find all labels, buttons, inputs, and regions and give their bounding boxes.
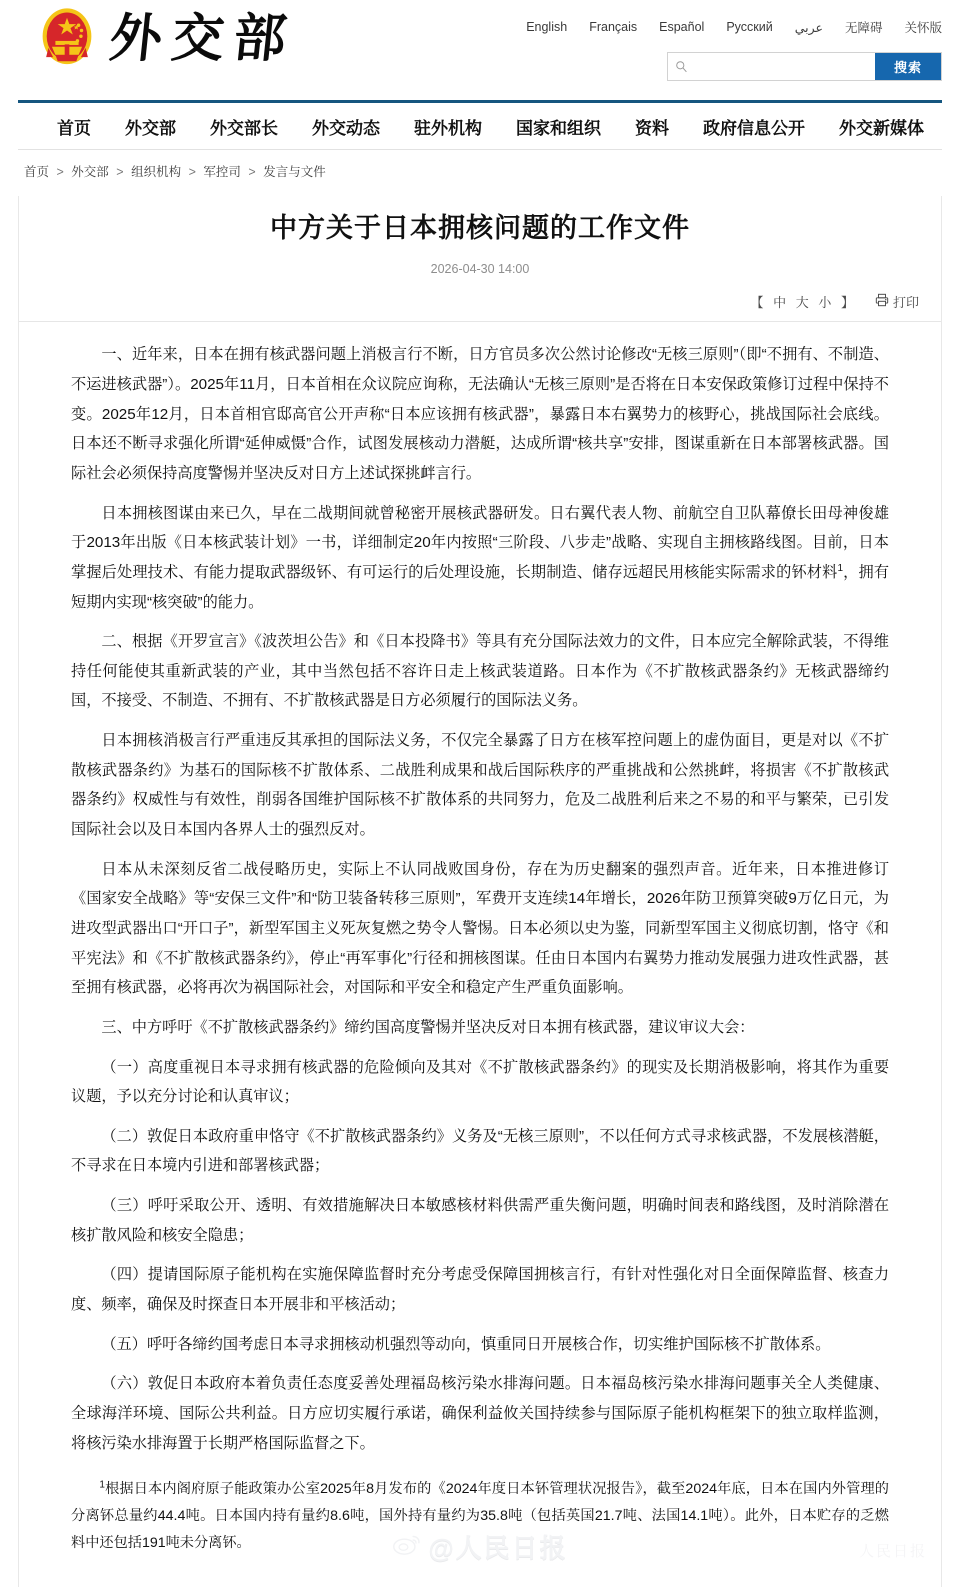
breadcrumb-separator: >	[188, 165, 196, 179]
printer-icon	[875, 293, 889, 310]
article-container	[18, 196, 942, 1587]
nav-item-countries[interactable]: 国家和组织	[516, 118, 601, 138]
article-paragraph: 日本拥核消极言行严重违反其承担的国际法义务，不仅完全暴露了日方在核军控问题上的虚伪面目，更是对以《不扩散核武器条约》为基石的国际核不扩散体系、二战胜利成果和战后国际秩序的严重挑战和公然挑衅，将损害《不扩散核武器条约》权威性与有效性，削弱各国维护国际核不扩散体系的共同努力，危及二战胜利后来之不易的和平与繁荣，已引发国际社会以及日本国内各界人士的强烈反对。	[71, 732, 889, 839]
nav-item-minister[interactable]: 外交部长	[210, 118, 278, 138]
print-button[interactable]	[875, 292, 919, 311]
lang-link-arabic[interactable]: عربي	[794, 20, 823, 35]
article-footnote	[71, 1476, 889, 1557]
article-list-item-3: （三）呼吁采取公开、透明、有效措施解决日本敏感核材料供需严重失衡问题，明确时间表和路线图，及时消除潜在核扩散风险和核安全隐患；	[71, 1197, 889, 1244]
article-list-item-2: （二）敦促日本政府重申恪守《不扩散核武器条约》义务及“无核三原则”，不以任何方式寻求核武器，不发展核潜艇，不寻求在日本境内引进和部署核武器；	[71, 1127, 889, 1175]
article-list-item-4: （四）提请国际原子能机构在实施保障监督时充分考虑受保障国拥核言行，有针对性强化对日全面保障监督、核查力度、频率，确保及时探查日本开展非和平核活动；	[71, 1266, 889, 1314]
article-paragraph-with-footnote-ref: 日本拥核图谋由来已久，早在二战期间就曾秘密开展核武器研发。日右翼代表人物、前航空自卫队幕僚长田母神俊雄于2013年出版《日本核武装计划》一书，详细制定20年内按照“三阶段、八步走”战略、实现自主拥核路线图。目前，日本掌握后处理技术、有能力提取武器级钚、有可运行的后处理设施，长期制造、储存远超民用核能实际需求的钚材料$^1$，拥有短期内实现“核突破”的能力。	[71, 504, 890, 611]
site-header	[0, 0, 960, 100]
footnote-text: 根据日本内阁府原子能政策办公室2025年8月发布的《2024年度日本钚管理状况报告》，截至2024年底，日本在国内外管理的分离钚总量约44.4吨。日本国内持有量约8.6吨，国外持有量约为35.8吨（包括英国21.7吨、法国14.1吨）。此外，日本贮存的乏燃料中还包括191吨未分离钚。	[71, 1481, 889, 1552]
search-icon	[668, 53, 694, 80]
lang-link-english[interactable]: English	[526, 20, 568, 34]
site-brand[interactable]	[38, 6, 300, 70]
site-logo-text: 外交部	[106, 8, 300, 69]
article-body	[19, 322, 941, 1587]
breadcrumb-item-organization[interactable]: 组织机构	[131, 165, 182, 179]
breadcrumb-item-arms-control[interactable]: 军控司	[203, 165, 241, 179]
nav-item-new-media[interactable]: 外交新媒体	[839, 118, 924, 138]
nav-item-home[interactable]: 首页	[57, 118, 91, 138]
breadcrumb-separator: >	[248, 165, 256, 179]
breadcrumb-item-ministry[interactable]: 外交部	[71, 165, 109, 179]
article-paragraph: 日本从未深刻反省二战侵略历史，实际上不认同战败国身份，存在为历史翻案的强烈声音。近年来，日本推进修订《国家安全战略》等“安保三文件”和“防卫装备转移三原则”，军费开支连续14年增长，2026年防卫预算突破9万亿日元，为进攻型武器出口“开口子”，新型军国主义死灰复燃之势令人警惕。日本必须以史为鉴，同新型军国主义彻底切割，恪守《和平宪法》和《不扩散核武器条约》，停止“再军事化”行径和拥核图谋。任由日本国内右翼势力推动发展强力进攻性武器，甚至拥有核武器，必将再次为祸国际社会，对国际和平安全和稳定产生严重负面影响。	[71, 860, 889, 997]
lang-link-francais[interactable]: Français	[589, 20, 638, 34]
breadcrumb-item-home[interactable]: 首页	[24, 165, 50, 179]
accessibility-link[interactable]: 无障碍	[844, 21, 883, 35]
care-version-link[interactable]: 关怀版	[904, 21, 942, 35]
print-label: 打印	[892, 295, 919, 311]
nav-item-gov-info[interactable]: 政府信息公开	[703, 118, 805, 138]
china-national-emblem-icon	[38, 6, 96, 70]
search-input[interactable]	[694, 53, 875, 80]
footnote-marker: 1	[99, 1479, 105, 1491]
article-list-item-1: （一）高度重视日本寻求拥有核武器的危险倾向及其对《不扩散核武器条约》的现实及长期消极影响，将其作为重要议题，予以充分讨论和认真审议；	[71, 1058, 889, 1106]
watermark-corner-text: 人民日报	[858, 1543, 927, 1561]
breadcrumb-item-statements[interactable]: 发言与文件	[263, 165, 326, 179]
article-paragraph: 二、根据《开罗宣言》《波茨坦公告》和《日本投降书》等具有充分国际法效力的文件，日本应完全解除武装，不得维持任何能使其重新武装的产业，其中当然包括不容许日走上核武装道路。日本作为《不扩散核武器条约》无核武器缔约国，不接受、不制造、不拥有、不扩散核武器是日方必须履行的国际法义务。	[71, 633, 889, 710]
nav-item-missions[interactable]: 驻外机构	[414, 118, 482, 138]
font-size-controls[interactable]: 【 中 大 小 】	[750, 295, 857, 311]
article-paragraph: 三、中方呼吁《不扩散核武器条约》缔约国高度警惕并坚决反对日本拥有核武器，建议审议大会：	[101, 1018, 755, 1036]
nav-item-ministry[interactable]: 外交部	[125, 118, 176, 138]
footnote-reference[interactable]: 1	[837, 562, 844, 574]
nav-item-resources[interactable]: 资料	[635, 118, 669, 138]
breadcrumb-separator: >	[116, 165, 124, 179]
language-bar	[526, 18, 942, 36]
breadcrumb-separator: >	[56, 165, 64, 179]
lang-link-espanol[interactable]: Español	[659, 20, 705, 34]
main-nav	[0, 103, 960, 149]
page-title: 中方关于日本拥核问题的工作文件	[270, 213, 690, 243]
article-list-item-6: （六）敦促日本政府本着负责任态度妥善处理福岛核污染水排海问题。日本福岛核污染水排海问题事关全人类健康、全球海洋环境、国际公共利益。日方应切实履行承诺，确保利益攸关国持续参与国际原子能机构框架下的独立取样监测，将核污染水排海置于长期严格国际监督之下。	[71, 1375, 889, 1452]
breadcrumb	[0, 150, 960, 186]
lang-link-russian[interactable]: Русский	[726, 20, 773, 34]
article-toolbar	[19, 292, 941, 311]
article-paragraph: 一、近年来，日本在拥有核武器问题上消极言行不断，日方官员多次公然讨论修改“无核三原则”（即“不拥有、不制造、不运进核武器”）。2025年11月，日本首相在众议院应询称，无法确认“无核三原则”是否将在日本安保政策修订过程中保持不变。2025年12月，日本首相官邸高官公开声称“日本应该拥有核武器”，暴露日本右翼势力的核野心，挑战国际社会底线。日本还不断寻求强化所谓“延伸威慑”合作，试图发展核动力潜艇，达成所谓“核共享”安排，图谋重新在日本部署核武器。国际社会必须保持高度警惕并坚决反对日方上述试探挑衅言行。	[71, 346, 889, 482]
search-box[interactable]	[667, 52, 942, 81]
article-list-item-5: （五）呼吁各缔约国考虑日本寻求拥核动机强烈等动向，慎重同日开展核合作，切实维护国际核不扩散体系。	[101, 1335, 831, 1353]
article-date: 2026-04-30 14:00	[430, 262, 530, 277]
nav-item-news[interactable]: 外交动态	[312, 118, 380, 138]
watermark-text: @人民日报	[428, 1533, 568, 1564]
article-header	[19, 196, 941, 276]
search-button[interactable]: 搜索	[875, 53, 941, 80]
